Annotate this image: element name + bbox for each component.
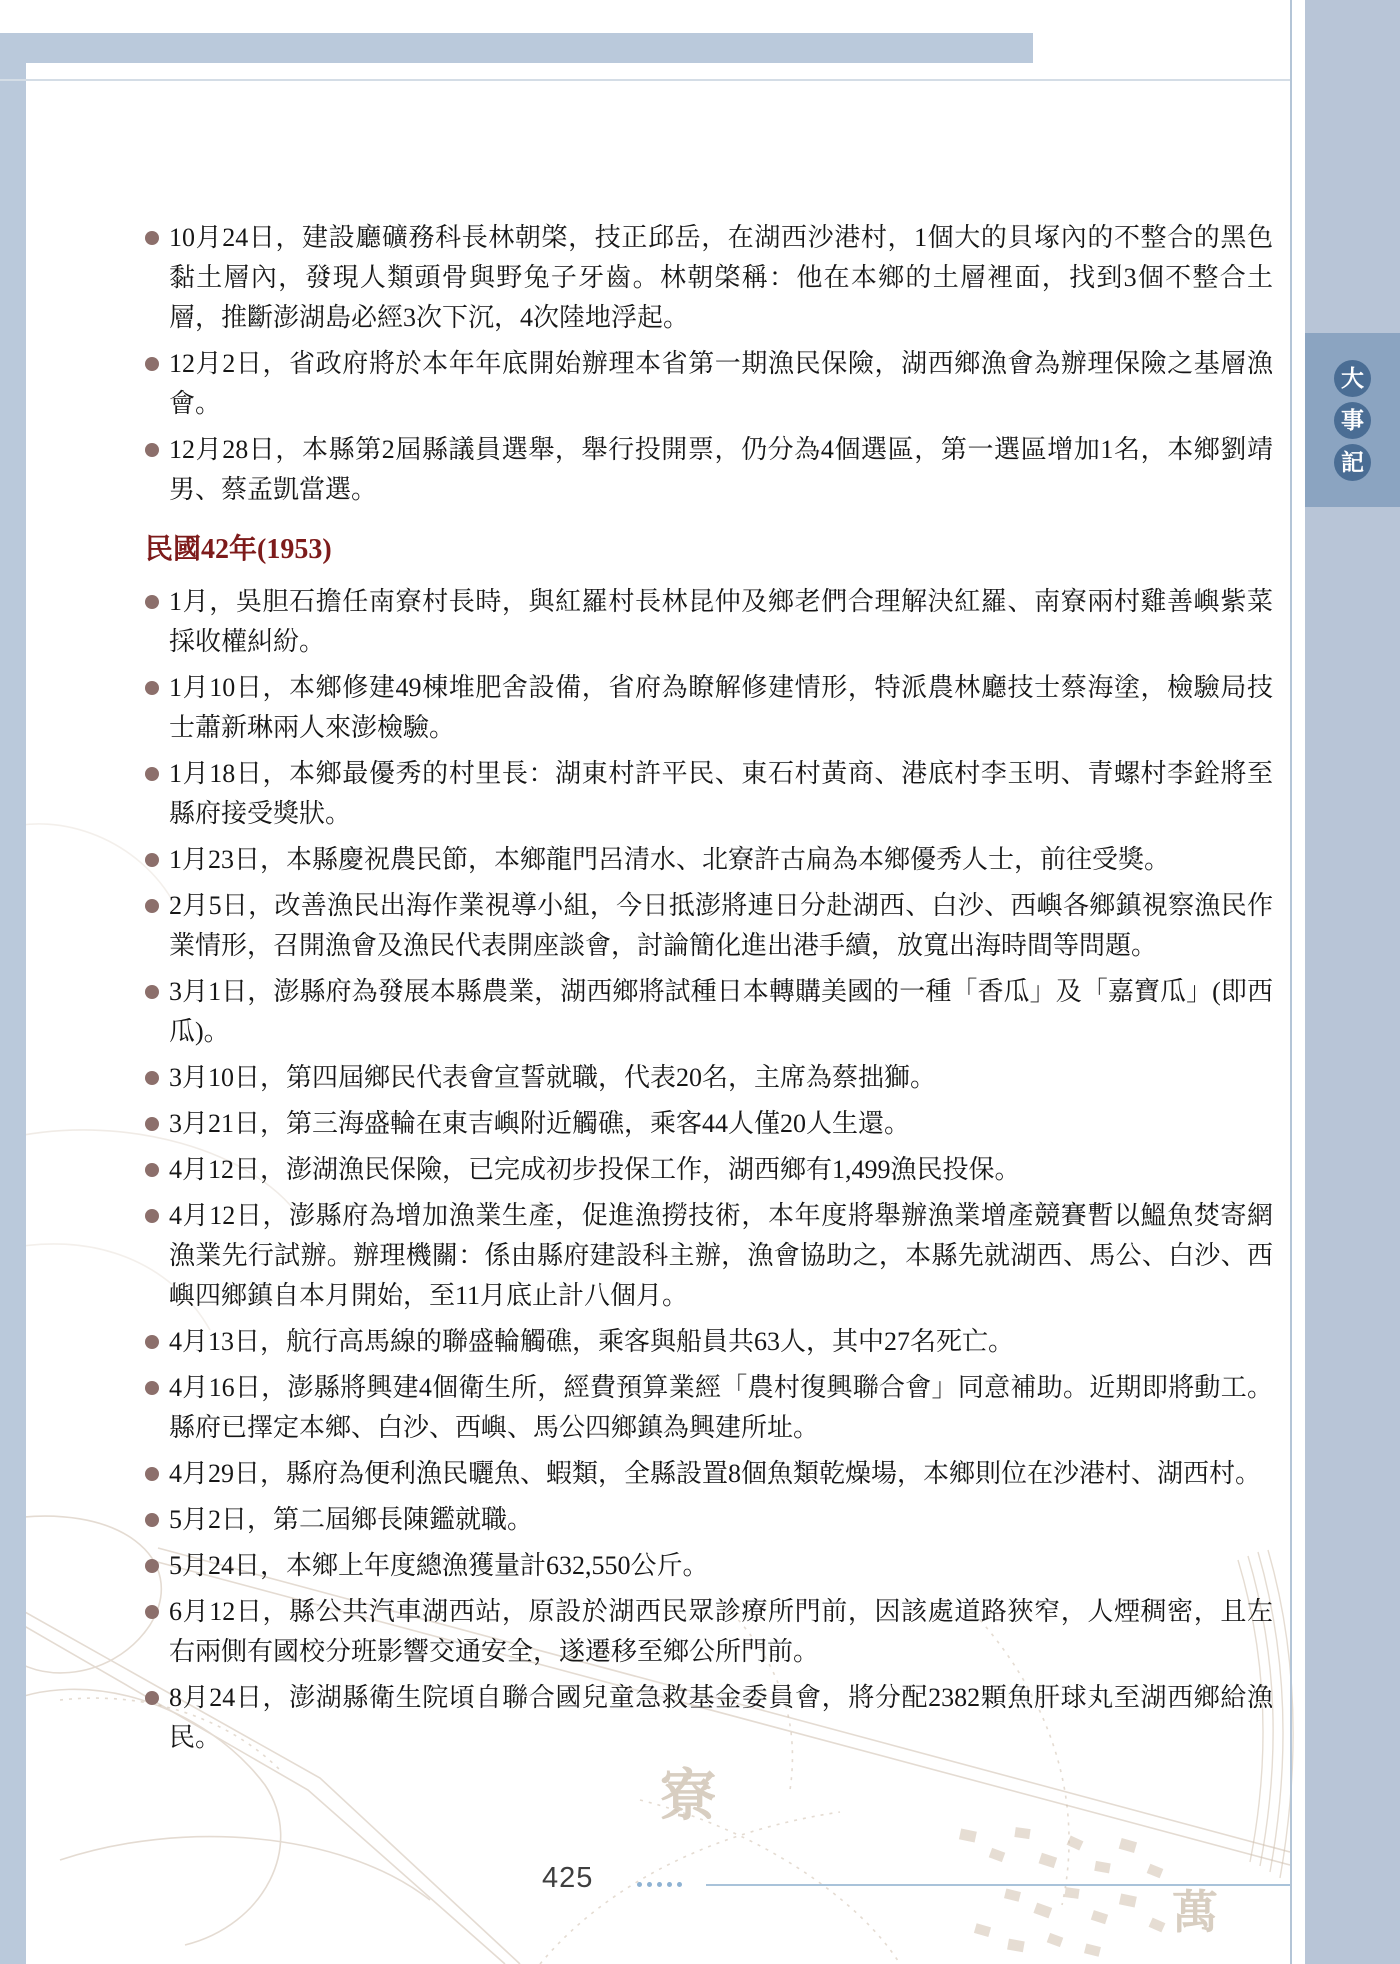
event-entry xyxy=(145,218,1273,338)
event-entry xyxy=(145,668,1273,748)
bullet-icon xyxy=(145,1071,159,1085)
chapter-thumb-tab xyxy=(1305,333,1400,507)
tab-char-circle: 事 xyxy=(1334,402,1371,439)
event-text: 12月2日，省政府將於本年年底開始辦理本省第一期漁民保險，湖西鄉漁會為辦理保險之基層漁會。 xyxy=(169,349,1273,418)
event-text: 3月10日，第四屆鄉民代表會宣誓就職，代表20名，主席為蔡拙獅。 xyxy=(169,1063,937,1092)
event-text: 1月，吳胆石擔任南寮村長時，與紅羅村長林昆仲及鄉老們合理解決紅羅、南寮兩村雞善嶼紫菜採收權糾紛。 xyxy=(169,587,1273,656)
event-entry xyxy=(145,430,1273,510)
bullet-icon xyxy=(145,1691,159,1705)
event-text: 4月12日，澎縣府為增加漁業生產，促進漁撈技術，本年度將舉辦漁業增產競賽暫以鰮魚焚寄網漁業先行試辦。辦理機關：係由縣府建設科主辦，漁會協助之，本縣先就湖西、馬公、白沙、西嶼四鄉鎮自本月開始，至11月底止計八個月。 xyxy=(169,1201,1273,1310)
event-text: 1月10日，本鄉修建49棟堆肥舍設備，省府為瞭解修建情形，特派農林廳技士蔡海塗，檢驗局技士蕭新琳兩人來澎檢驗。 xyxy=(169,673,1273,742)
right-hairline-rule xyxy=(1290,0,1292,1964)
chronicle-body xyxy=(145,218,1273,1764)
bullet-icon xyxy=(145,357,159,371)
event-text: 4月12日，澎湖漁民保險，已完成初步投保工作，湖西鄉有1,499漁民投保。 xyxy=(169,1155,1021,1184)
event-text: 2月5日，改善漁民出海作業視導小組，今日抵澎將連日分赴湖西、白沙、西嶼各鄉鎮視察漁民作業情形，召開漁會及漁民代表開座談會，討論簡化進出港手續，放寬出海時間等問題。 xyxy=(169,891,1273,960)
event-entry xyxy=(145,1104,1273,1144)
tab-char-circle: 大 xyxy=(1334,360,1371,397)
event-text: 6月12日，縣公共汽車湖西站，原設於湖西民眾診療所門前，因該處道路狹窄，人煙稠密，且左右兩側有國校分班影響交通安全，遂遷移至鄉公所門前。 xyxy=(169,1597,1273,1666)
top-frame-band xyxy=(0,33,1033,63)
event-entry xyxy=(145,1592,1273,1672)
event-text: 4月13日，航行高馬線的聯盛輪觸礁，乘客與船員共63人，其中27名死亡。 xyxy=(169,1327,1015,1356)
left-frame-strip xyxy=(0,33,26,1964)
event-text: 8月24日，澎湖縣衛生院頃自聯合國兒童急救基金委員會，將分配2382顆魚肝球丸至湖西鄉給漁民。 xyxy=(169,1683,1273,1752)
event-text: 3月21日，第三海盛輪在東吉嶼附近觸礁，乘客44人僅20人生還。 xyxy=(169,1109,911,1138)
bullet-icon xyxy=(145,1381,159,1395)
top-hairline-rule xyxy=(0,79,1291,81)
bullet-icon xyxy=(145,443,159,457)
tab-char-circle: 記 xyxy=(1334,444,1371,481)
bullet-icon xyxy=(145,1559,159,1573)
event-entry xyxy=(145,1150,1273,1190)
page-number: 425 xyxy=(542,1862,594,1894)
event-text: 12月28日，本縣第2屆縣議員選舉，舉行投開票，仍分為4個選區，第一選區增加1名，本鄉劉靖男、蔡孟凱當選。 xyxy=(169,435,1273,504)
event-entry xyxy=(145,1546,1273,1586)
year-section-header: 民國42年(1953) xyxy=(145,534,332,565)
event-entry xyxy=(145,754,1273,834)
event-text: 4月16日，澎縣將興建4個衛生所，經費預算業經「農村復興聯合會」同意補助。近期即將動工。縣府已擇定本鄉、白沙、西嶼、馬公四鄉鎮為興建所址。 xyxy=(169,1373,1273,1442)
bullet-icon xyxy=(145,899,159,913)
event-entry xyxy=(145,972,1273,1052)
event-text: 5月2日，第二屆鄉長陳鑑就職。 xyxy=(169,1505,534,1534)
event-entry xyxy=(145,840,1273,880)
event-entry xyxy=(145,886,1273,966)
event-text: 1月23日，本縣慶祝農民節，本鄉龍門呂清水、北寮許古扁為本鄉優秀人士，前往受獎。 xyxy=(169,845,1171,874)
event-entry xyxy=(145,582,1273,662)
bullet-icon xyxy=(145,853,159,867)
footer-rule xyxy=(706,1884,1291,1886)
footer-dots-ornament xyxy=(637,1882,682,1887)
event-entry xyxy=(145,1058,1273,1098)
bullet-icon xyxy=(145,1209,159,1223)
bullet-icon xyxy=(145,985,159,999)
event-entry xyxy=(145,1196,1273,1316)
event-entry xyxy=(145,1500,1273,1540)
page-edge-column xyxy=(1305,0,1400,1964)
bullet-icon xyxy=(145,1117,159,1131)
event-entry xyxy=(145,1368,1273,1448)
bullet-icon xyxy=(145,1467,159,1481)
event-text: 5月24日，本鄉上年度總漁獲量計632,550公斤。 xyxy=(169,1551,709,1580)
svg-text:萬: 萬 xyxy=(1172,1887,1218,1938)
svg-text:寮: 寮 xyxy=(660,1766,716,1828)
event-entry xyxy=(145,1678,1273,1758)
bullet-icon xyxy=(145,1513,159,1527)
event-entry xyxy=(145,1322,1273,1362)
bullet-icon xyxy=(145,231,159,245)
bullet-icon xyxy=(145,1335,159,1349)
event-text: 10月24日，建設廳礦務科長林朝棨，技正邱岳，在湖西沙港村，1個大的貝塚內的不整合的黑色黏土層內，發現人類頭骨與野兔子牙齒。林朝棨稱：他在本鄉的土層裡面，找到3個不整合土層，推斷澎湖島必經3次下沉，4次陸地浮起。 xyxy=(169,223,1273,332)
bullet-icon xyxy=(145,1605,159,1619)
event-entry xyxy=(145,1454,1273,1494)
bullet-icon xyxy=(145,681,159,695)
bullet-icon xyxy=(145,767,159,781)
bullet-icon xyxy=(145,1163,159,1177)
bullet-icon xyxy=(145,595,159,609)
event-entry xyxy=(145,344,1273,424)
event-text: 4月29日，縣府為便利漁民曬魚、蝦類，全縣設置8個魚類乾燥場，本鄉則位在沙港村、湖西村。 xyxy=(169,1459,1262,1488)
event-text: 3月1日，澎縣府為發展本縣農業，湖西鄉將試種日本轉購美國的一種「香瓜」及「嘉寶瓜」(即西瓜)。 xyxy=(169,977,1273,1046)
event-text: 1月18日，本鄉最優秀的村里長：湖東村許平民、東石村黃商、港底村李玉明、青螺村李銓將至縣府接受獎狀。 xyxy=(169,759,1273,828)
